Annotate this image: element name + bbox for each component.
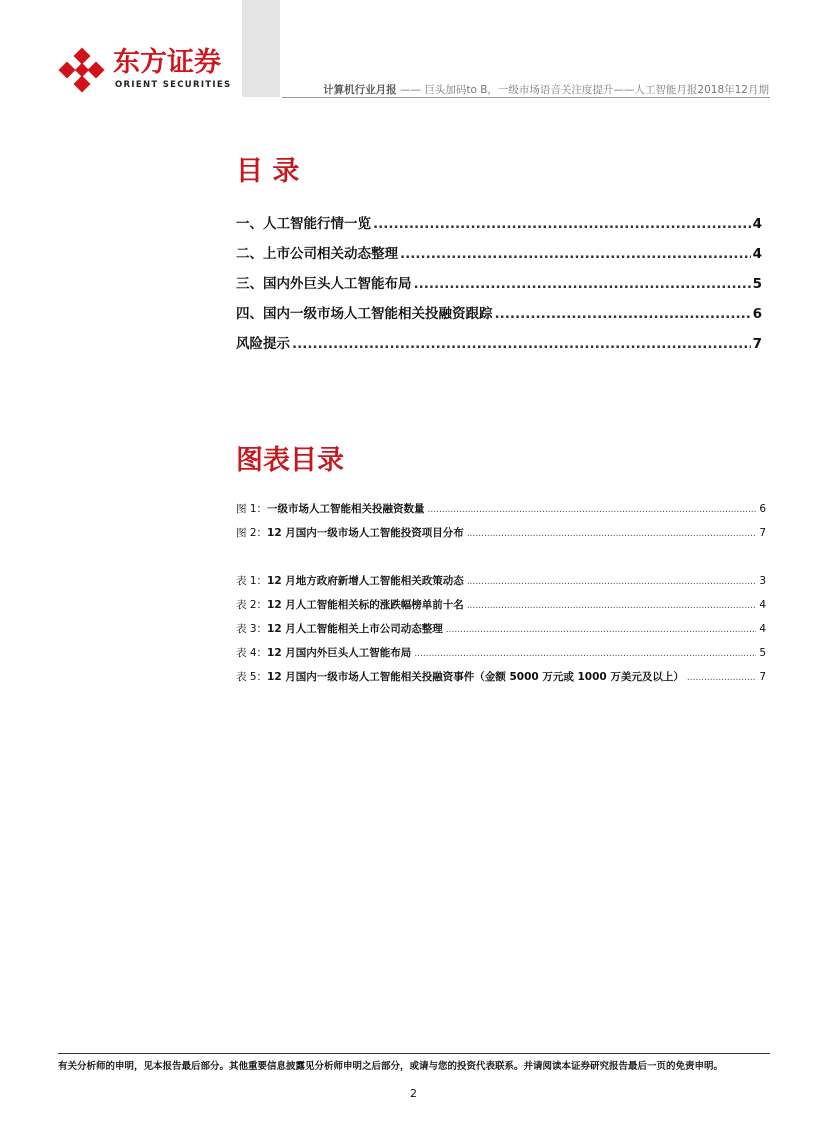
table-page: 4: [759, 599, 766, 611]
toc-item-text: 二、上市公司相关动态整理: [236, 246, 398, 262]
figure-label: 图 1：: [236, 503, 268, 515]
table-page: 7: [759, 671, 766, 683]
toc-item[interactable]: [236, 272, 762, 292]
toc-item-page: 5: [752, 276, 762, 292]
table-label: 表 5：: [236, 671, 268, 683]
table-toc-item[interactable]: [236, 597, 766, 613]
table-label: 表 2：: [236, 599, 268, 611]
table-toc-item[interactable]: [236, 645, 766, 661]
toc-item-text: 风险提示: [236, 336, 290, 352]
table-page: 5: [759, 647, 766, 659]
figure-leader-dots: [428, 505, 757, 515]
table-title: 12 月人工智能相关上市公司动态整理: [267, 623, 443, 635]
table-leader-dots: [467, 577, 757, 587]
table-leader-dots: [414, 649, 756, 659]
figure-page: 6: [759, 503, 766, 515]
page-number: 2: [410, 1087, 417, 1100]
table-title: 12 月国内外巨头人工智能布局: [267, 647, 412, 659]
figure-toc-item[interactable]: [236, 525, 766, 541]
table-leader-dots: [467, 601, 757, 611]
table-toc-item[interactable]: [236, 669, 766, 685]
header-gray-tab: [242, 0, 280, 97]
table-toc-item[interactable]: [236, 621, 766, 637]
logo-name-cn: 东方证券: [113, 47, 221, 78]
report-type: 计算机行业月报: [323, 84, 397, 96]
footer-divider: [58, 1053, 770, 1054]
figure-leader-dots: [467, 529, 757, 539]
table-label: 表 3：: [236, 623, 268, 635]
table-title: 12 月国内一级市场人工智能相关投融资事件（金额 5000 万元或 1000 万美元及以上）: [267, 671, 684, 683]
table-leader-dots: [446, 625, 757, 635]
table-title: 12 月地方政府新增人工智能相关政策动态: [267, 575, 464, 587]
toc-leader-dots: [495, 306, 751, 322]
footer-disclaimer: 有关分析师的申明，见本报告最后部分。其他重要信息披露见分析师申明之后部分，或请与您的投资代表联系。并请阅读本证券研究报告最后一页的免责申明。: [58, 1061, 724, 1072]
figure-toc-item[interactable]: [236, 501, 766, 517]
toc-item[interactable]: [236, 332, 762, 352]
header-divider: [282, 97, 770, 98]
toc-item-page: 6: [752, 306, 762, 322]
table-leader-dots: [687, 673, 756, 683]
table-title: 12 月人工智能相关标的涨跌幅榜单前十名: [267, 599, 464, 611]
toc-item[interactable]: [236, 212, 762, 232]
toc-item-page: 4: [752, 216, 762, 232]
toc-leader-dots: [414, 276, 751, 292]
orient-securities-logo: [57, 47, 232, 93]
table-toc-item[interactable]: [236, 573, 766, 589]
table-page: 3: [759, 575, 766, 587]
toc-item-text: 一、人工智能行情一览: [236, 216, 371, 232]
toc-item-text: 三、国内外巨头人工智能布局: [236, 276, 412, 292]
table-label: 表 4：: [236, 647, 268, 659]
toc-title: 目 录: [236, 156, 300, 187]
toc-item-page: 4: [752, 246, 762, 262]
figure-label: 图 2：: [236, 527, 268, 539]
toc-item[interactable]: [236, 242, 762, 262]
report-subtitle: —— 巨头加码to B，一级市场语音关注度提升——人工智能月报2018年12月期: [399, 84, 769, 96]
toc-item[interactable]: [236, 302, 762, 322]
figure-title: 12 月国内一级市场人工智能投资项目分布: [267, 527, 464, 539]
toc-item-text: 四、国内一级市场人工智能相关投融资跟踪: [236, 306, 493, 322]
logo-mark-icon: [57, 47, 107, 93]
logo-name-en: ORIENT SECURITIES: [115, 80, 232, 90]
table-page: 4: [759, 623, 766, 635]
toc-leader-dots: [373, 216, 751, 232]
figure-title: 一级市场人工智能相关投融资数量: [267, 503, 425, 515]
toc-leader-dots: [400, 246, 751, 262]
figure-page: 7: [759, 527, 766, 539]
report-header: [323, 82, 769, 97]
toc-leader-dots: [292, 336, 751, 352]
figures-toc-title: 图表目录: [236, 445, 344, 476]
toc-item-page: 7: [752, 336, 762, 352]
table-label: 表 1：: [236, 575, 268, 587]
